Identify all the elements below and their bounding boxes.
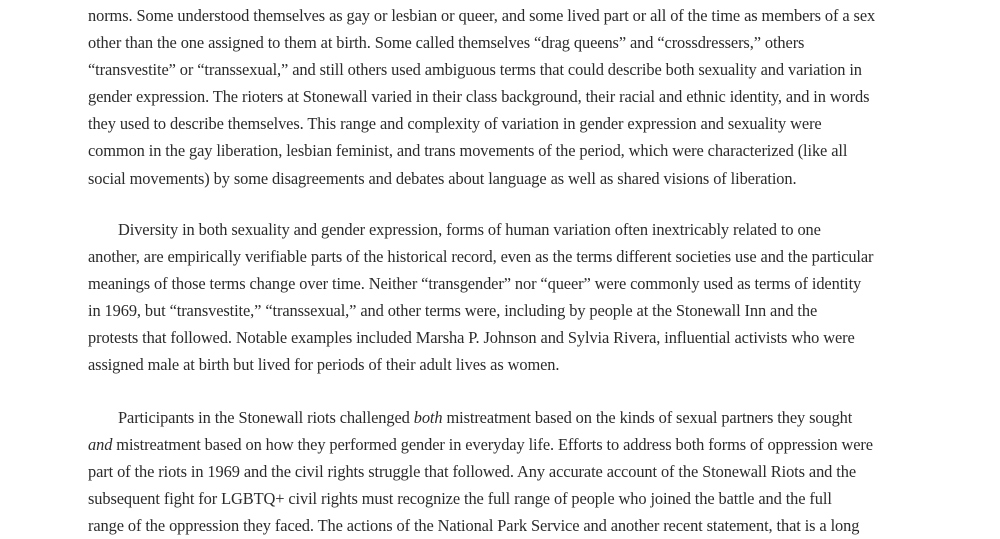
paragraph-line: part of the riots in 1969 and the civil rights struggle that followed. Any accurate account of the Stonewall Riots and the xyxy=(88,462,856,482)
paragraph-line: other than the one assigned to them at birth. Some called themselves “drag queens” and “crossdressers,” others xyxy=(88,33,805,53)
paragraph-1 xyxy=(88,2,918,192)
paragraph-line: another, are empirically verifiable parts of the historical record, even as the terms different societies use and the particular xyxy=(88,247,874,267)
paragraph-line xyxy=(88,431,918,458)
paragraph-line: gender expression. The rioters at Stonewall varied in their class background, their racial and ethnic identity, and in words xyxy=(88,87,870,107)
emphasis-text: and xyxy=(88,435,113,455)
paragraph-line xyxy=(88,404,918,431)
paragraph-line-partial: range of the oppression they faced. The actions of the National Park Service and another recent statement, that is a long xyxy=(88,516,860,536)
paragraph-line: in 1969, but “transvestite,” “transsexual,” and other terms were, including by people at the Stonewall Inn and the xyxy=(88,301,818,321)
text-run: mistreatment based on the kinds of sexual partners they sought xyxy=(442,408,853,427)
paragraph-line: protests that followed. Notable examples included Marsha P. Johnson and Sylvia Rivera, influential activists who were xyxy=(88,328,855,348)
paragraph-line: meanings of those terms change over time. Neither “transgender” nor “queer” were commonly used as terms of identity xyxy=(88,274,862,294)
paragraph-line: norms. Some understood themselves as gay or lesbian or queer, and some lived part or all of the time as members of a sex xyxy=(88,6,876,25)
paragraph-2 xyxy=(88,216,918,379)
paragraph-line: Diversity in both sexuality and gender expression, forms of human variation often inextricably related to one xyxy=(118,220,821,239)
paragraph-line: subsequent fight for LGBTQ+ civil rights must recognize the full range of people who joined the battle and the full xyxy=(88,489,832,509)
paragraph-line: common in the gay liberation, lesbian feminist, and trans movements of the period, which were characterized (like all xyxy=(88,141,848,161)
emphasis-text: both xyxy=(413,408,443,427)
paragraph-line: they used to describe themselves. This range and complexity of variation in gender expression and sexuality were xyxy=(88,114,822,134)
paragraph-line: social movements) by some disagreements and debates about language as well as shared visions of liberation. xyxy=(88,168,797,188)
text-run: mistreatment based on how they performed gender in everyday life. Efforts to address both forms of oppression were xyxy=(112,435,873,455)
paragraph-3 xyxy=(88,404,918,539)
paragraph-line: “transvestite” or “transsexual,” and still others used ambiguous terms that could describe both sexuality and variation in xyxy=(88,60,862,80)
paragraph-line: assigned male at birth but lived for periods of their adult lives as women. xyxy=(88,355,560,375)
text-run: Participants in the Stonewall riots challenged xyxy=(118,408,414,427)
